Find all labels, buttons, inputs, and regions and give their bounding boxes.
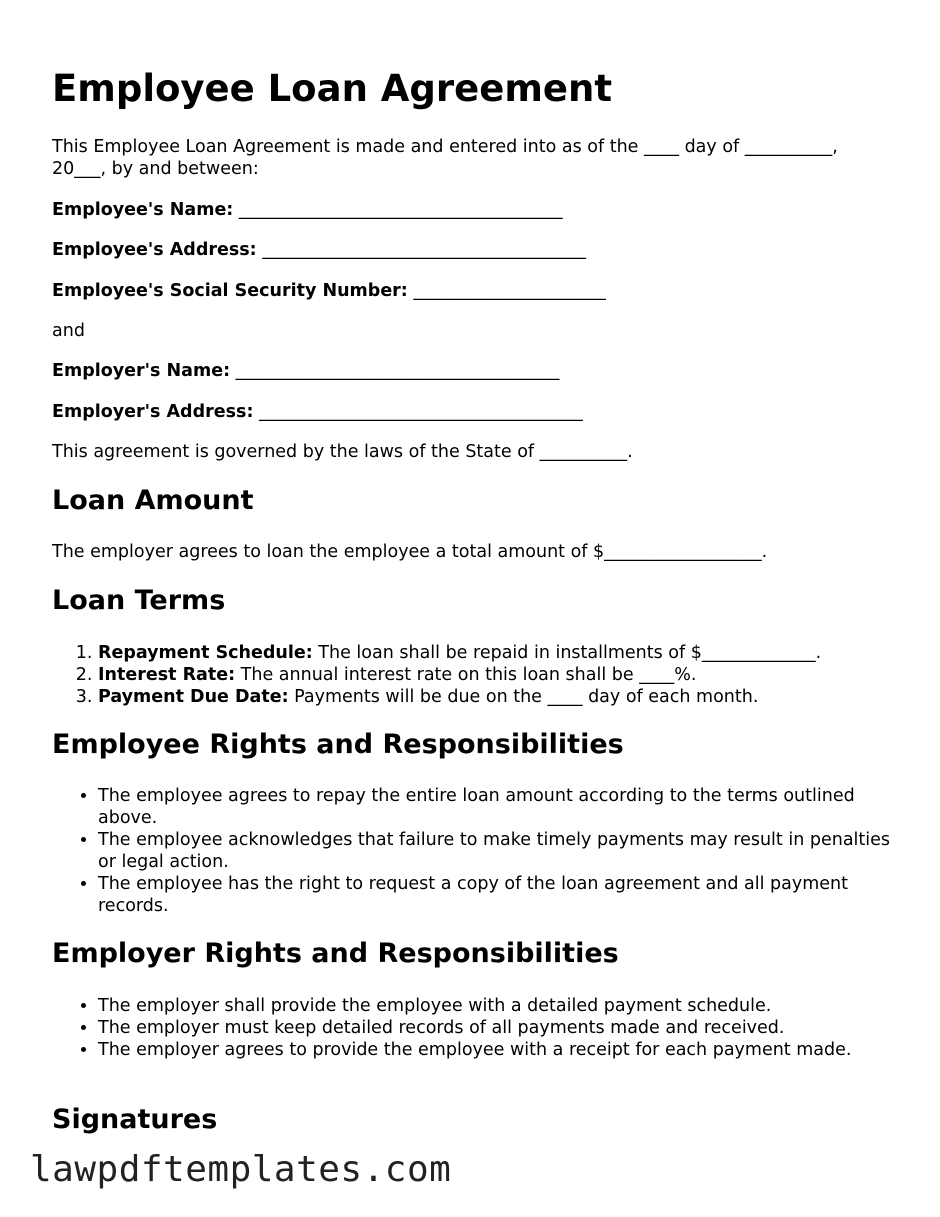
loan-terms-list: [52, 642, 892, 708]
term-label: Interest Rate:: [98, 665, 236, 685]
employer-rights-heading: Employer Rights and Responsibilities: [52, 938, 619, 969]
employer-name-line: [52, 360, 559, 382]
list-item: [98, 642, 892, 664]
employee-rights-heading: Employee Rights and Responsibilities: [52, 729, 624, 760]
term-label: Payment Due Date:: [98, 687, 289, 707]
loan-amount-text: The employer agrees to loan the employee a total amount of $__________________.: [52, 542, 768, 562]
list-item: • The employee has the right to request a copy of the loan agreement and all payment records.: [98, 873, 892, 917]
employee-ssn-line: [52, 280, 606, 302]
employee-name-label: Employee's Name:: [52, 200, 234, 220]
employer-address-line: [52, 401, 583, 423]
list-item: [98, 664, 892, 686]
term-text: Payments will be due on the ____ day of each month.: [288, 687, 759, 707]
loan-terms-heading: Loan Terms: [52, 585, 226, 616]
watermark-text: lawpdftemplates.com: [30, 1149, 452, 1190]
employer-rights-list: [52, 995, 892, 1061]
employee-rights-list: [52, 785, 892, 917]
employer-address-label: Employer's Address:: [52, 402, 254, 422]
employee-name-line: [52, 199, 563, 221]
intro-paragraph: This Employee Loan Agreement is made and entered into as of the ____ day of __________, 20___, by and between:: [52, 137, 838, 179]
employee-address-blank: _____________________________________: [256, 240, 587, 260]
employer-name-blank: _____________________________________: [230, 361, 560, 381]
list-item: • The employer must keep detailed records of all payments made and received.: [98, 1017, 892, 1039]
list-item: • The employee agrees to repay the entire loan amount according to the terms outlined above.: [98, 785, 892, 829]
list-item: • The employer shall provide the employee with a detailed payment schedule.: [98, 995, 892, 1017]
employer-name-label: Employer's Name:: [52, 361, 231, 381]
employee-name-blank: _____________________________________: [233, 200, 563, 220]
employer-address-blank: _____________________________________: [253, 402, 583, 422]
employee-ssn-blank: ______________________: [407, 281, 606, 301]
employee-ssn-label: Employee's Social Security Number:: [52, 281, 408, 301]
employee-address-line: [52, 239, 586, 261]
governing-law-text: This agreement is governed by the laws of the State of __________.: [52, 442, 633, 462]
list-item: • The employer agrees to provide the employee with a receipt for each payment made.: [98, 1039, 892, 1061]
and-text: and: [52, 321, 85, 341]
term-label: Repayment Schedule:: [98, 643, 313, 663]
loan-amount-heading: Loan Amount: [52, 485, 254, 516]
term-text: The loan shall be repaid in installments of $_____________.: [312, 643, 822, 663]
list-item: [98, 686, 892, 708]
list-item: • The employee acknowledges that failure to make timely payments may result in penalties or legal action.: [98, 829, 892, 873]
employee-address-label: Employee's Address:: [52, 240, 257, 260]
signatures-heading: Signatures: [52, 1104, 218, 1135]
document-title: Employee Loan Agreement: [52, 67, 613, 110]
term-text: The annual interest rate on this loan shall be ____%.: [235, 665, 697, 685]
